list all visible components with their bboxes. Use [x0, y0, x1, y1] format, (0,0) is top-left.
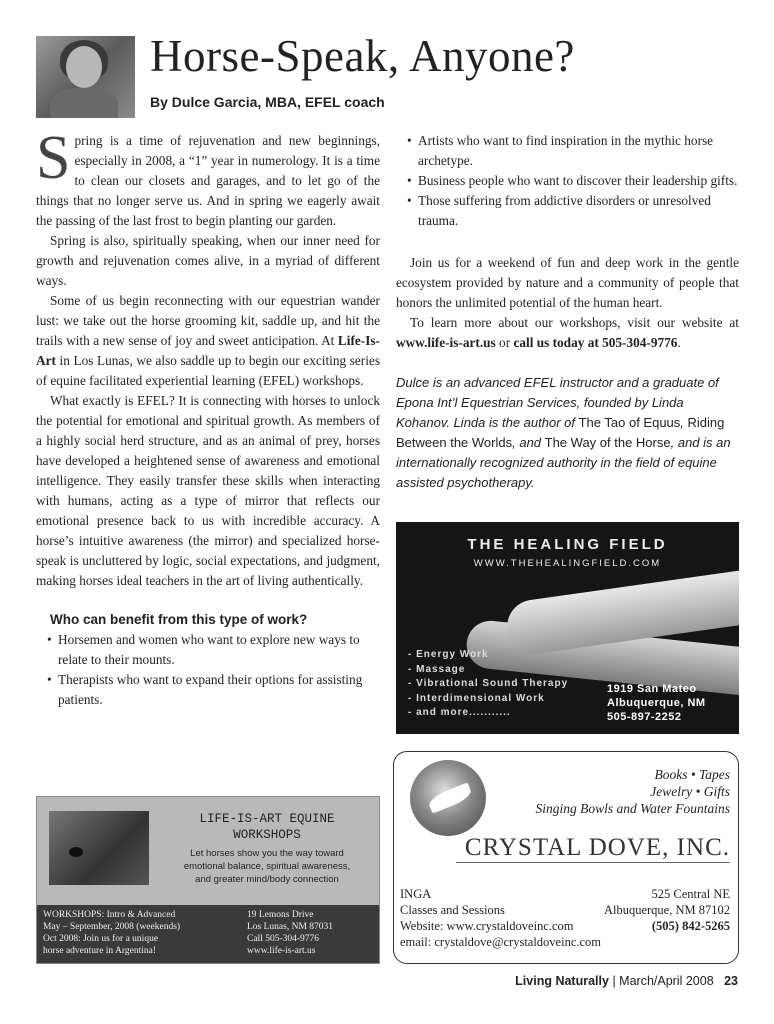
issue-date: March/April 2008 [619, 974, 714, 988]
paragraph-3: Some of us begin reconnecting with our equestrian wander lust: we take out the horse grooming kit, saddle up, and hit the trails with a new sense of joy and sweet anticipation. At Life-Is-Art in Los Lunas, we also saddle up to begin our exciting series of equine facilitated experiential learning (EFEL) workshops. [36, 293, 380, 388]
workshop-info: WORKSHOPS: Intro & Advanced May – September, 2008 (weekends) Oct 2008: Join us for a unique horse adventure in Argentina! [43, 910, 181, 956]
paragraph-2: Spring is also, spiritually speaking, when our inner need for growth and rejuvenation comes alive, in a myriad of different ways. [36, 233, 380, 288]
page-footer: Living Naturally | March/April 2008 23 [515, 974, 738, 988]
dove-logo-icon [410, 760, 486, 836]
list-item: • Business people who want to discover their leadership gifts. [396, 171, 739, 191]
paragraph-1: Spring is a time of rejuvenation and new beginnings, especially in 2008, a “1” year in numerology. It is a time to clean our closets and garages, and to let go of the things that no longer serve us. And in spring we eagerly await the passing of the last frost to begin planting our garden. [36, 124, 380, 228]
ad-info-bar [37, 905, 379, 963]
product-list: Books • Tapes Jewelry • Gifts Singing Bowls and Water Fountains [535, 767, 730, 816]
crystal-dove-ad[interactable] [393, 751, 739, 964]
website-link[interactable]: www.life-is-art.us [396, 335, 496, 350]
healing-field-ad[interactable] [396, 522, 739, 734]
list-item: - Massage [408, 663, 466, 675]
life-is-art-name: Life-Is-Art [36, 333, 380, 368]
article-column-2 [396, 131, 739, 493]
list-item: • Horsemen and women who want to explore new ways to relate to their mounts. [36, 630, 380, 670]
contact-info: 19 Lemons Drive Los Lunas, NM 87031 Call 505-304-9776 www.life-is-art.us [247, 910, 334, 956]
article-column-1 [36, 124, 380, 710]
company-contact: INGA 525 Central NE Classes and Sessions Albuquerque, NM 87102 Website: www.crystaldoveinc.com (505) 842-5265 email: crystaldove@crystaldoveinc.com [400, 887, 730, 949]
byline: By Dulce Garcia, MBA, EFEL coach [150, 94, 385, 110]
magazine-name: Living Naturally [515, 974, 609, 988]
drop-cap: S [36, 124, 71, 192]
list-item: • Those suffering from addictive disorders or unresolved trauma. [396, 191, 739, 231]
ad-url: WWW.THEHEALINGFIELD.COM [473, 558, 662, 569]
list-item: - Vibrational Sound Therapy [408, 678, 569, 689]
author-photo [36, 36, 135, 118]
list-item: - Energy Work [408, 649, 489, 660]
paragraph-4: What exactly is EFEL? It is connecting with horses to unlock the potential for emotional and spiritual growth. As members of a highly social herd structure, and as an animal of prey, horses have developed a heightened sense of awareness and emotional intelligence. They easily transfer these skills when interacting with humans, acting as a type of mirror that reflects our emotional presence back to us with incredible accuracy. A horse’s intuitive awareness (the mirror) and specialized horse-speak is uncluttered by logic, social expectations, and judgment, making horses ideal teachers in the art of living authentically. [36, 393, 380, 588]
page-number: 23 [724, 974, 738, 988]
ad-title: THE HEALING FIELD [467, 536, 668, 553]
paragraph-5: Join us for a weekend of fun and deep work in the gentle ecosystem provided by nature and a community of people that honors the unlimited potential of the human heart. [396, 255, 739, 310]
divider [456, 862, 730, 863]
bullet-list [36, 630, 380, 710]
ad-title: LIFE-IS-ART EQUINE WORKSHOPS [199, 812, 335, 842]
paragraph-6: To learn more about our workshops, visit our website at www.life-is-art.us or call us today at 505-304-9776. [396, 315, 739, 350]
company-name: CRYSTAL DOVE, INC. [464, 834, 730, 861]
list-item: - Interdimensional Work [408, 692, 545, 704]
subhead: Who can benefit from this type of work? [50, 612, 308, 627]
services-list [408, 648, 568, 721]
phone-callout: call us today at 505-304-9776 [513, 335, 678, 350]
list-item: - and more........... [408, 707, 511, 718]
author-bio: Dulce is an advanced EFEL instructor and a graduate of Epona Int’l Equestrian Services, founded by Linda Kohanov. Linda is the author of The Tao of Equus, Riding Between the Worlds, and The Way of the Horse, and is an internationally recognized authority in the field of equine assisted psychotherapy. [396, 375, 731, 490]
horse-photo [49, 811, 149, 885]
bullet-list-continued [396, 131, 739, 231]
list-item: • Artists who want to find inspiration in the mythic horse archetype. [396, 131, 739, 171]
article-title: Horse-Speak, Anyone? [150, 31, 575, 81]
list-item: • Therapists who want to expand their options for assisting patients. [36, 670, 380, 710]
life-is-art-ad[interactable] [36, 796, 380, 964]
ad-address: 1919 San Mateo Albuquerque, NM 505-897-2252 [607, 683, 706, 723]
ad-tagline: Let horses show you the way toward emotional balance, spiritual awareness, and greater mind/body connection [183, 848, 351, 885]
